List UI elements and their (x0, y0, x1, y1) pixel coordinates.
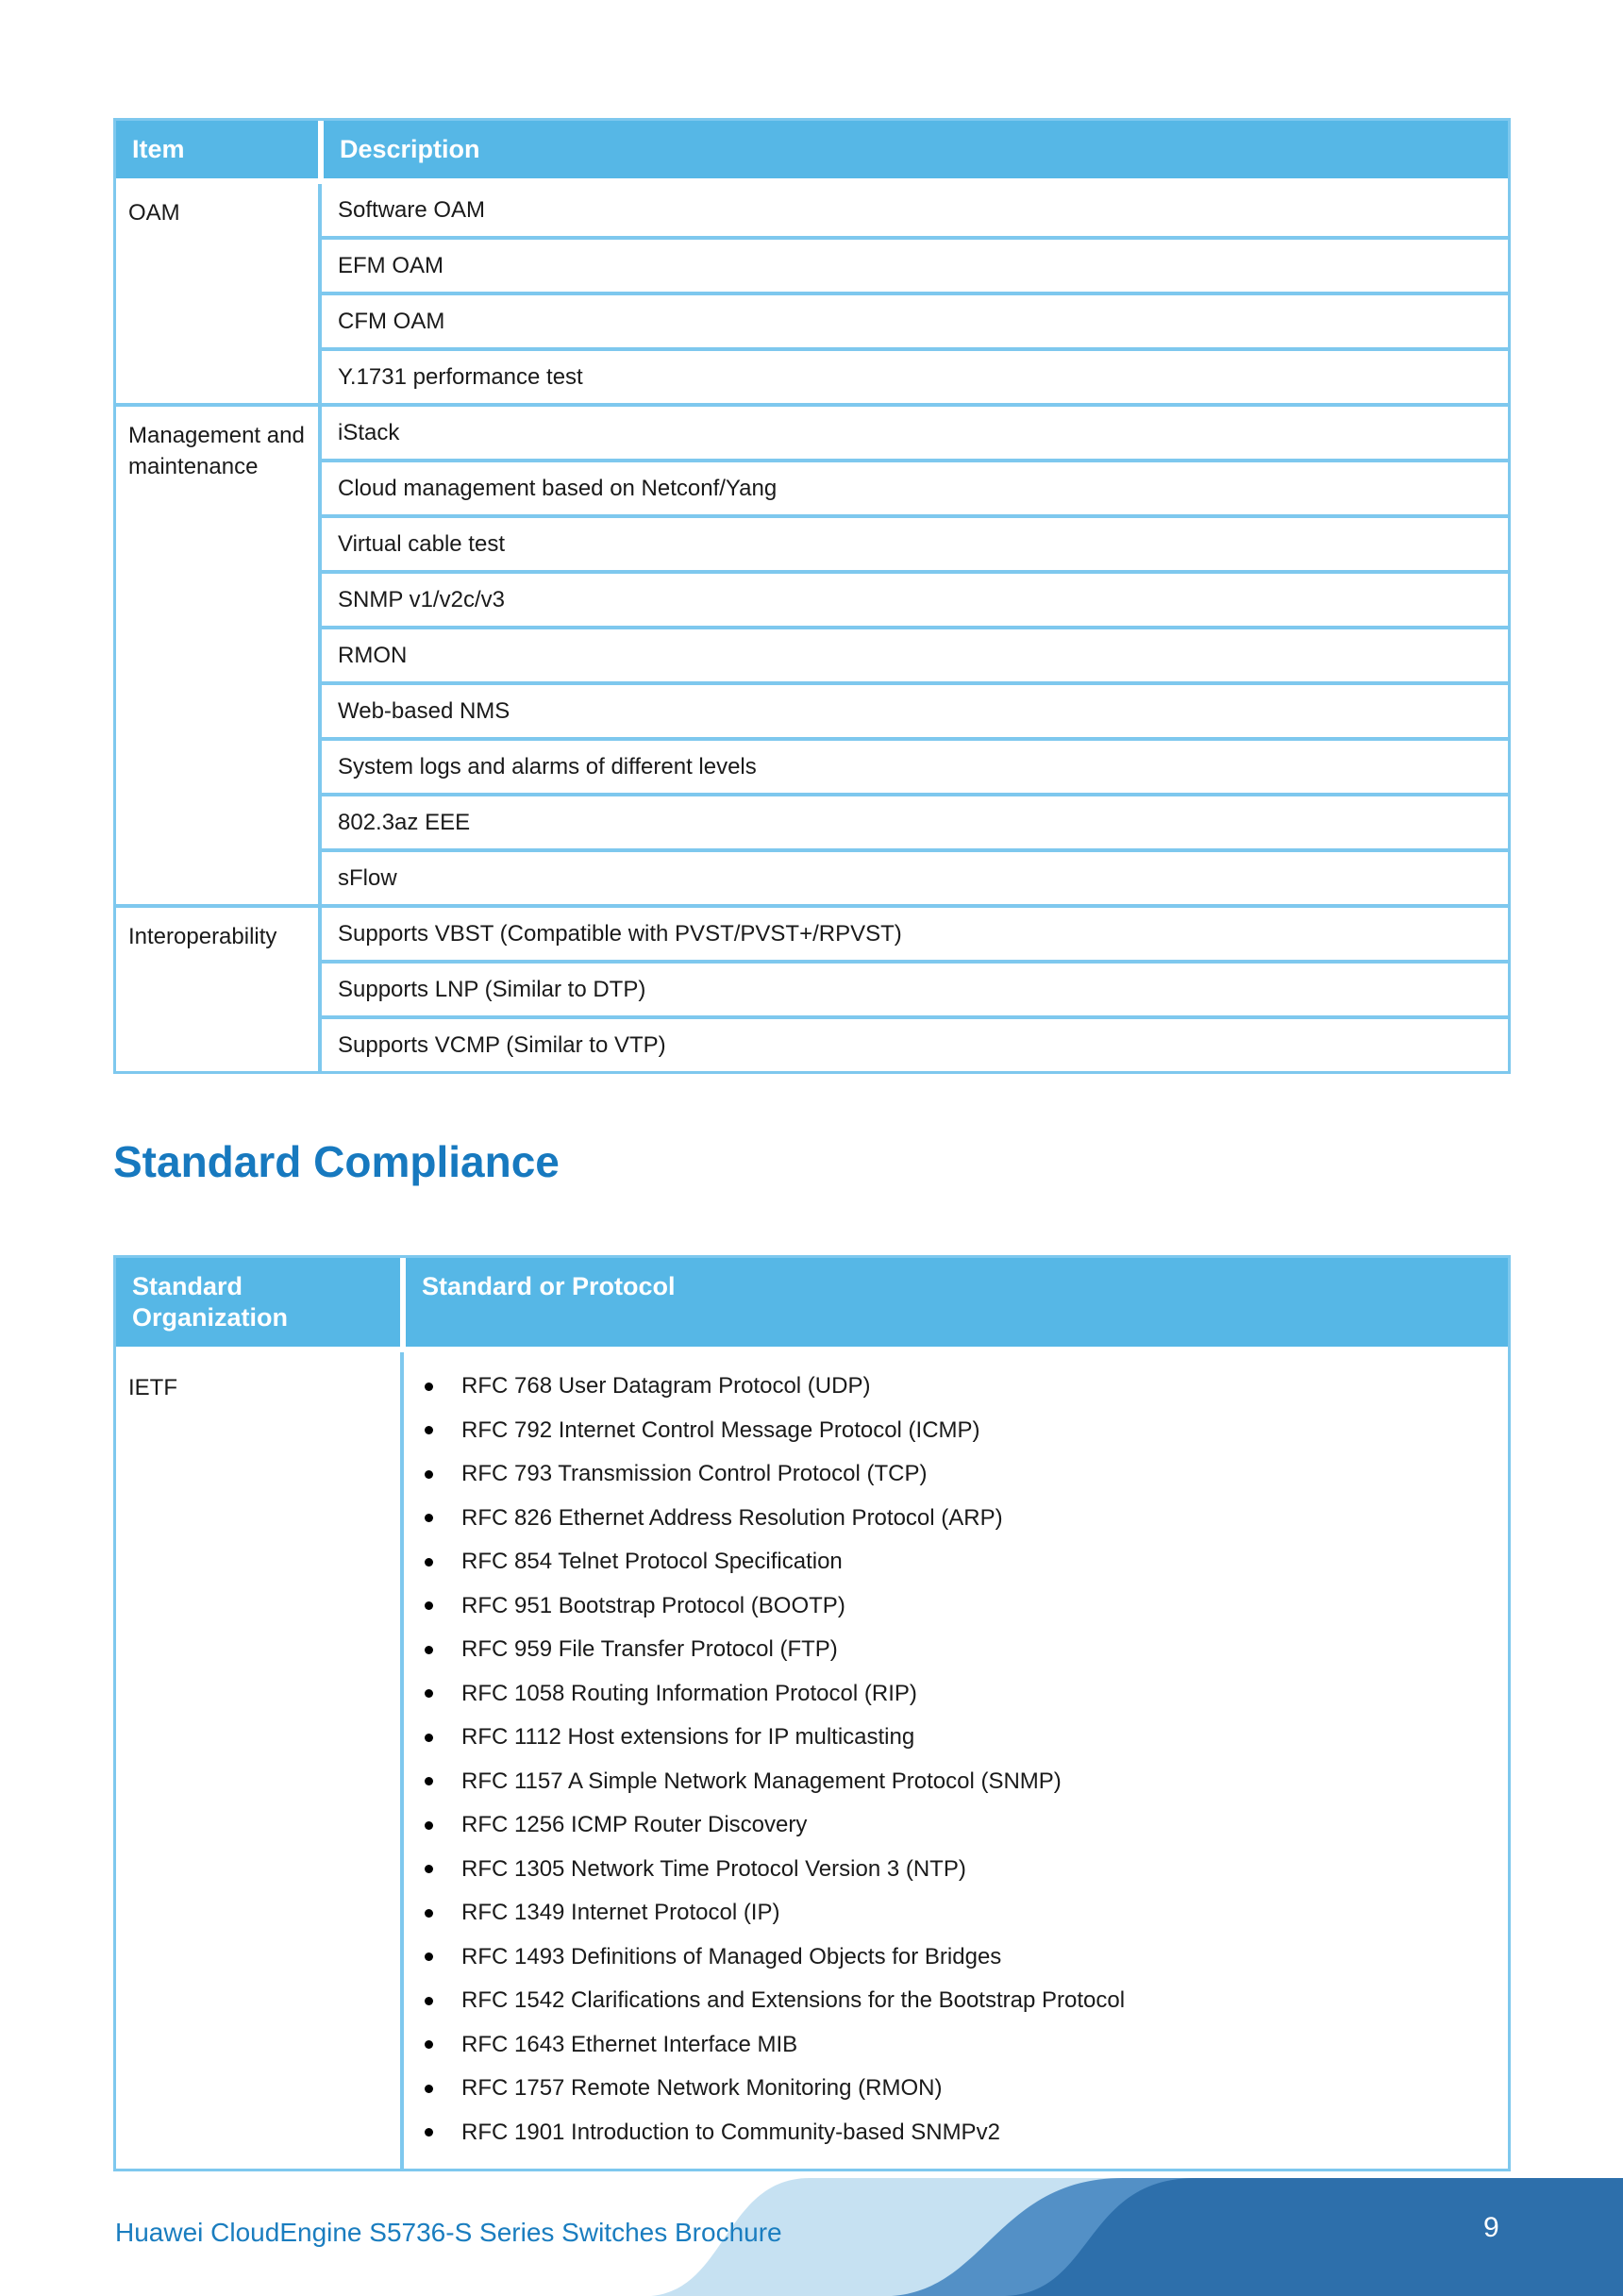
bullet-icon (425, 1601, 433, 1610)
description-cell: iStack (322, 407, 1508, 459)
description-cell: EFM OAM (322, 240, 1508, 292)
features-table-body (116, 184, 1508, 1071)
bullet-icon (425, 1383, 433, 1391)
bullet-icon (425, 1558, 433, 1567)
bullet-icon (425, 1734, 433, 1742)
item-cell: OAM (116, 184, 318, 403)
standard-text: RFC 1157 A Simple Network Management Protocol (SNMP) (461, 1768, 1062, 1794)
standard-list-item (425, 1672, 1508, 1717)
description-cell: Software OAM (322, 184, 1508, 236)
standards-table-header (116, 1258, 1508, 1347)
standard-text: RFC 1757 Remote Network Monitoring (RMON) (461, 2075, 943, 2102)
description-cell: Supports VCMP (Similar to VTP) (322, 1019, 1508, 1071)
description-cell: System logs and alarms of different levels (322, 741, 1508, 793)
standard-text: RFC 951 Bootstrap Protocol (BOOTP) (461, 1592, 845, 1618)
bullet-icon (425, 2085, 433, 2093)
standard-list-item (425, 1497, 1508, 1541)
description-cell: RMON (322, 629, 1508, 681)
description-cell: SNMP v1/v2c/v3 (322, 574, 1508, 626)
bullet-icon (425, 1646, 433, 1654)
standard-text: RFC 959 File Transfer Protocol (FTP) (461, 1636, 838, 1663)
standard-list-item (425, 1936, 1508, 1980)
page-number: 9 (1483, 2212, 1499, 2243)
features-header-description: Description (324, 121, 1508, 178)
page-title: Standard Compliance (113, 1137, 560, 1186)
description-cell: Supports VBST (Compatible with PVST/PVST+/RPVST) (322, 908, 1508, 960)
standard-text: RFC 826 Ethernet Address Resolution Protocol (ARP) (461, 1504, 1003, 1531)
organization-cell: IETF (116, 1352, 400, 2169)
bullet-icon (425, 1821, 433, 1830)
description-cell: Virtual cable test (322, 518, 1508, 570)
standard-text: RFC 854 Telnet Protocol Specification (461, 1549, 843, 1575)
item-cell: Management and maintenance (116, 407, 318, 904)
item-cell: Interoperability (116, 908, 318, 1071)
standards-table (113, 1255, 1511, 2171)
bullet-icon (425, 1777, 433, 1785)
standard-list-item (425, 1628, 1508, 1672)
bullet-icon (425, 1470, 433, 1479)
standard-list-item (425, 2067, 1508, 2111)
bullet-icon (425, 2128, 433, 2137)
standards-header-organization: Standard Organization (116, 1258, 400, 1347)
standard-text: RFC 1058 Routing Information Protocol (RIP) (461, 1680, 917, 1706)
standards-header-protocol: Standard or Protocol (406, 1258, 1508, 1347)
bullet-icon (425, 1514, 433, 1522)
footer-brochure-title: Huawei CloudEngine S5736-S Series Switches Brochure (115, 2218, 782, 2247)
standard-list-item (425, 2023, 1508, 2068)
standard-list-item (425, 1760, 1508, 1804)
standard-text: RFC 1256 ICMP Router Discovery (461, 1812, 808, 1838)
standard-list-item (425, 1540, 1508, 1584)
description-cell: Supports LNP (Similar to DTP) (322, 964, 1508, 1015)
standard-text: RFC 793 Transmission Control Protocol (TCP) (461, 1461, 928, 1487)
description-cell: CFM OAM (322, 295, 1508, 347)
standard-text: RFC 792 Internet Control Message Protocol (ICMP) (461, 1416, 980, 1443)
bullet-icon (425, 1997, 433, 2005)
description-cell: sFlow (322, 852, 1508, 904)
bullet-icon (425, 1952, 433, 1961)
bullet-icon (425, 1426, 433, 1434)
standard-list-item (425, 1365, 1508, 1409)
standard-list-item (425, 1979, 1508, 2023)
features-table-header (116, 121, 1508, 178)
description-cell: Web-based NMS (322, 685, 1508, 737)
standard-text: RFC 1493 Definitions of Managed Objects for Bridges (461, 1943, 1002, 1969)
features-header-item: Item (116, 121, 318, 178)
standard-list-item (425, 1452, 1508, 1497)
standard-list-item (425, 2111, 1508, 2155)
description-cell: Y.1731 performance test (322, 351, 1508, 403)
standard-list-item (425, 1409, 1508, 1453)
standard-text: RFC 1643 Ethernet Interface MIB (461, 2031, 798, 2057)
bullet-icon (425, 1689, 433, 1698)
standard-list-item (425, 1716, 1508, 1760)
standards-list (425, 1365, 1508, 2154)
standard-text: RFC 1305 Network Time Protocol Version 3 (NTP) (461, 1855, 966, 1882)
standard-text: RFC 1901 Introduction to Community-based SNMPv2 (461, 2119, 1000, 2145)
standard-list-item (425, 1891, 1508, 1936)
features-table (113, 118, 1511, 1074)
standard-list-item (425, 1584, 1508, 1629)
bullet-icon (425, 1909, 433, 1918)
standard-list-item (425, 1848, 1508, 1892)
standards-cell (404, 1352, 1508, 2169)
description-cell: Cloud management based on Netconf/Yang (322, 462, 1508, 514)
standard-text: RFC 1542 Clarifications and Extensions for the Bootstrap Protocol (461, 1987, 1126, 2014)
standard-text: RFC 768 User Datagram Protocol (UDP) (461, 1373, 871, 1399)
standards-table-body (116, 1352, 1508, 2169)
standard-text: RFC 1349 Internet Protocol (IP) (461, 1900, 780, 1926)
standard-list-item (425, 1803, 1508, 1848)
bullet-icon (425, 1865, 433, 1873)
standard-text: RFC 1112 Host extensions for IP multicasting (461, 1724, 915, 1751)
description-cell: 802.3az EEE (322, 796, 1508, 848)
bullet-icon (425, 2040, 433, 2049)
